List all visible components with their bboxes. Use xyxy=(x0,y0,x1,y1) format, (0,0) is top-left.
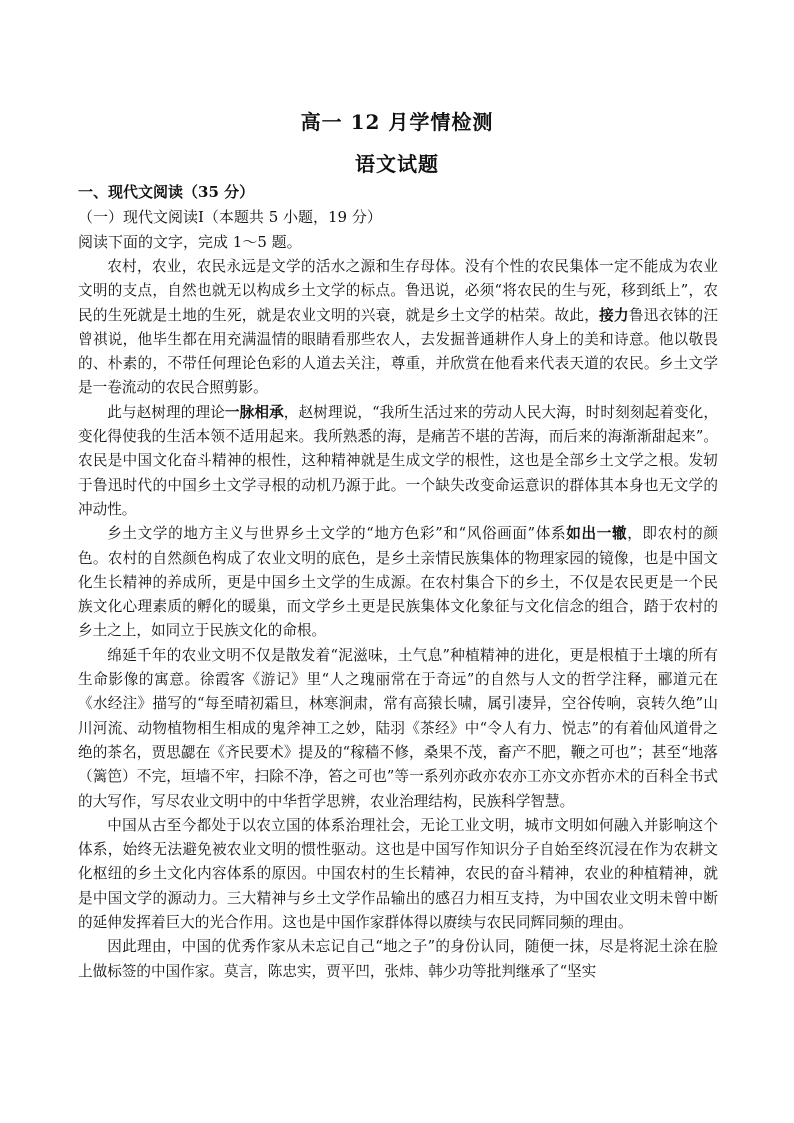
passage-paragraph-2 xyxy=(78,401,718,522)
paragraph-text: 乡土文学的地方主义与世界乡土文学的“地方色彩”和“风俗画面”体系 xyxy=(107,525,567,543)
exam-title: 高一 12 月学情检测 xyxy=(300,110,494,134)
paragraph-text: 农村，农业，农民永远是文学的活水之源和生存母体。没有个性的农民集体一定不能成为农业文明的支点，自然也就无以构成乡土文学的标点。鲁迅说，必须“将农民的生与死，移到纸上”，农民的生死就是土地的生死，就是农业文明的兴衰，就是乡土文学的枯荣。故此， xyxy=(78,258,718,324)
paragraph-text: ，赵树理说，“我所生活过来的劳动人民大海，时时刻刻起着变化，变化得使我的生活本领不适用起来。我所熟悉的海，是痛苦不堪的苦海，而后来的海渐渐甜起来”。农民是中国文化奋斗精神的根性，这种精神就是生成文学的根性，这也是全部乡土文学之根。发轫于鲁迅时代的中国乡土文学寻根的动机乃源于此。一个缺失改变命运意识的群体其本身也无文学的冲动性。 xyxy=(78,403,718,518)
paragraph-text: 此与赵树理的理论 xyxy=(107,403,225,421)
passage-paragraph-1 xyxy=(78,255,718,401)
passage-paragraph-6: 因此理由，中国的优秀作家从未忘记自己“地之子”的身份认同，随便一抹，尽是将泥土涂在脸上做标签的中国作家。莫言，陈忠实，贾平凹，张炜、韩少功等批判继承了“坚实 xyxy=(78,938,718,980)
bold-term: 接力 xyxy=(599,306,629,324)
paragraph-text: ，即农村的颜色。农村的自然颜色构成了农业文明的底色，是乡土亲情民族集体的物理家园的镜像，也是中国文化生长精神的养成所，更是中国乡土文学的生成源。在农村集合下的乡土，不仅是农民更是一个民族文化心理素质的孵化的暖巢，而文学乡土更是民族集体文化象征与文化信念的组合，踏于农村的乡土之上，如同立于民族文化的命根。 xyxy=(78,525,718,640)
exam-subtitle: 语文试题 xyxy=(355,152,439,176)
passage-paragraph-4: 绵延千年的农业文明不仅是散发着“泥滋味，土气息”种植精神的进化，更是根植于土壤的所有生命影像的寓意。徐霞客《游记》里“人之瑰丽常在于奇远”的自然与人文的哲学注释，郦道元在《水经注》描写的“每至晴初霜旦，林寒涧肃，常有高猿长啸，属引凄异，空谷传响，哀转久绝”山川河流、动物植物相生相成的鬼斧神工之妙，陆羽《茶经》中“令人有力、悦志”的有着仙风道骨之绝的茶名，贾思勰在《齐民要术》提及的“稼穑不修，桑果不茂，畜产不肥，鞭之可也”；甚至“地落（篱笆）不完，垣墙不牢，扫除不净，笞之可也”等一系列亦政亦农亦工亦文亦哲亦术的百科全书式的大写作，写尽农业文明中的中华哲学思辨，农业治理结构，民族科学智慧。 xyxy=(78,646,718,810)
reading-instruction: 阅读下面的文字，完成 1～5 题。 xyxy=(78,233,302,251)
subsection-heading: （一）现代文阅读Ⅰ（本题共 5 小题，19 分） xyxy=(78,208,382,226)
bold-term: 一脉相承 xyxy=(224,403,284,421)
passage-paragraph-5: 中国从古至今都处于以农立国的体系治理社会，无论工业文明，城市文明如何融入并影响这个体系，始终无法避免被农业文明的惯性驱动。这也是中国写作知识分子自始至终沉浸在作为农耕文化枢纽的乡土文化内容体系的原因。中国农村的生长精神，农民的奋斗精神，农业的种植精神，就是中国文学的源动力。三大精神与乡土文学作品输出的感召力相互支持，为中国农业文明未曾中断的延伸发挥着巨大的光合作用。这也是中国作家群体得以赓续与农民同辉同频的理由。 xyxy=(78,816,718,932)
passage-paragraph-3 xyxy=(78,522,718,643)
paragraph-text: 鲁迅衣钵的汪曾祺说，他毕生都在用充满温情的眼睛看那些农人，去发掘普通耕作人身上的美和诗意。他以敬畏的、朴素的，不带任何理论色彩的人道去关注，尊重，并欣赏在他看来代表天道的农民。乡土文学是一卷流动的农民合照剪影。 xyxy=(78,306,718,397)
bold-term: 如出一辙 xyxy=(566,525,628,543)
section-heading: 一、现代文阅读（35 分） xyxy=(78,183,255,201)
reading-passage xyxy=(78,255,718,984)
